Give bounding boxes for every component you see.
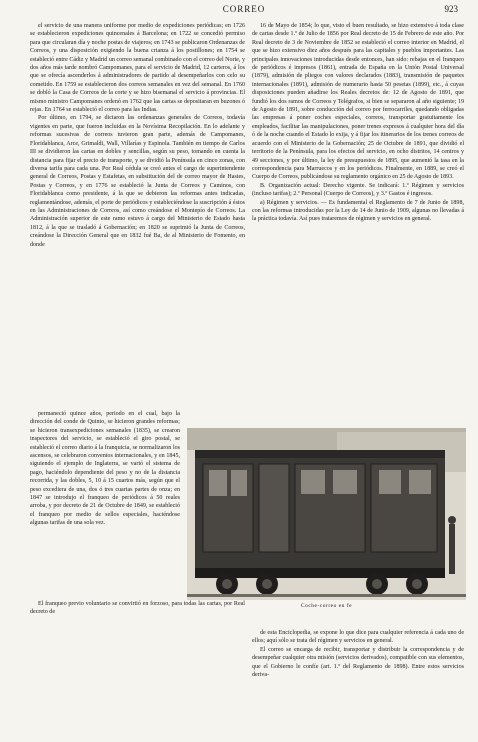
railway-mail-car-illustration <box>187 428 466 600</box>
left-column-beside-figure <box>30 410 180 600</box>
paragraph: Por último, en 1794, se dictaron las ordenanzas generales de Correos, todavía vigentes en parte, que fueron incluidas en la Novísima Recopilación. En lo adelante y reformas sucesivas de correos tuvieron gran parte, además de Campomanes, Floridablanca, Arce, Grimaldi, Wall, Villarías y Espinola. También en tiempo de Carlos III se dividieron las cartas en dobles y sencillas, según su peso, tomando en cuenta la distancia para fijar el precio de transporte, y se dividió la Península en cinco zonas, con diversa tarifa para cada una. Por Real cédula se creó antes el cargo de superintendente general de Correos, Postas y Estafetas, en substitución del de correo mayor de Hastes, Postas y Correos, y en 1776 se estableció la Junta de Correos y Caminos, con Floridablanca como presidente, á la que se debieron las reformas antes indicadas, reglamentándose, además, el porte de periódicos y estableciéndose la suscripción á éstos en las Administraciones de Correos, así como creándose el Montepío de Correos. La Administración superior de este ramo estuvo á cargo del Ministerio de Estado hasta 1812, á la que se trasladó á Gobernación; en 1820 se suprimió la Junta de Correos, creándose la Dirección General que en 1832 fué Ba, de al Ministerio de Fomento, en donde <box>30 115 245 248</box>
left-column-end <box>30 600 245 735</box>
paragraph: 16 de Mayo de 1854; lo que, visto el buen resultado, se hizo extensivo á toda clase de cartas desde 1.º de Julio de 1856 por Real decreto de 15 de Febrero de este año. Por Real decreto de 3 de Noviembre de 1852 se estableció el correo interior en Madrid, el que se hizo extensivo diez años después para las capitales y pueblos importantes. Las principales innovaciones introducidas desde entonces, han sido: rebajas en el franqueo de periódicos é impresos (1861), entrada de España en la Unión Postal Universal (1879), admisión de pliegos con valores declarados (1883), transmisión de paquetes internacionales (1891), admisión de numerario hasta 50 pesetas (1899), etc., á cuyas disposiciones pueden añadirse los Reales decretos de: 12 de Agosto de 1891, que fundió los dos ramos de Correos y Telégrafos, si bien se separaron al año siguiente; 19 de Agosto de 1891, sobre conducción del correo por ferrocarriles, quedando obligadas las empresas á poner coches especiales, correos, transportar gratuitamente los empleados, facilitar las manipulaciones, poner trenes expresos á cualquier hora del día ó de la noche cuando el Estado lo exija, y á fijar los itinerarios de los trenes correos de acuerdo con el Ministerio de la Gobernación; 25 de Octubre de 1891, que dividió el territorio de la Península, para los efectos del servicio, en ocho distritos, 14 centros y 49 secciones, y por último, la ley de presupuestos de 1895, que aumentó la tasa en la correspondencia para Marruecos y en los periódicos. Finalmente, en 1889, se creó el Cuerpo de Correos, publicándose su reglamento orgánico en 25 de Agosto de 1893. <box>252 23 464 181</box>
paragraph: a) Régimen y servicios. — Es fundamental el Reglamento de 7 de Junio de 1898, con las reformas introducidas por la Ley de 14 de Junio de 1909, algunas no llevadas á la práctica todavía. Así pues trataremos de régimen y servicios en general. <box>252 199 464 223</box>
page-number: 923 <box>444 4 458 14</box>
paragraph: el servicio de una manera uniforme por medio de expediciones periódicas; en 1726 se establecieron expediciones quincenales á Barcelona; en 1722 se concedió permiso para que circularan día y noche postas de viajeros; en 1743 se publicaron Ordenanzas de Correos, y una disposición exigiendo la buena crianza á los postillones; en 1754 se estableció entre Cádiz y Madrid un correo semanal combinado con el correo del Norte, y dos años más tarde nombró Campomanes, para el servicio de Madrid, 12 carteros, á los que se ofrecía ascenderlos á administradores de partido al desempeñarlos con celo su cometido. En 1759 se establecieron dos correos semanales en vez del semanal. En 1760 se dobló la Casa de Correos de la corte y se hizo bisemanal el servicio á provincias. El mismo ministro Campomanes ordenó en 1762 que las cartas se depositaran en buzones ó rejas. En 1764 se estableció el correo para las Indias. <box>30 23 245 114</box>
mail-coach-photo <box>187 428 466 600</box>
right-column <box>252 22 464 417</box>
paragraph: permaneció quince años, periodo en el cual, bajo la dirección del conde de Quinto, se hicieron grandes reformas; se hicieron transexpediciones semanales (1835), se crearon inspectores del servicio, se estableció el giro postal, se estableció el correo diario á la franquicia, se normalizaron los ascensos, se celebraron convenios internacionales, y en 1845, siguiendo el ejemplo de Inglaterra, se varió el sistema de pago, haciéndolo dependiente del peso y no de la distancia recorrida, y las dobles, 5, 10 á 15 cuartos más, según que el peso excediera de una, dos ó tres cuartas partes de onza; en 1847 se introdujo el franqueo de periódicos á 50 reales arroba, y por decreto de 21 de Octubre de 1849, se estableció el franqueo por medio de sellos especiales, haciéndose algunas tarifas de una sola vez. <box>30 411 180 527</box>
section-heading-paragraph: B. Organización actual: Derecho vigente. Se indicará: 1.º Régimen y servicios (incluso tarifas); 2.º Personal (Cuerpo de Correos), y 3.º Gastos é ingresos. <box>252 182 464 198</box>
left-column <box>30 22 245 410</box>
page-header <box>30 4 458 16</box>
figure-caption: Coche-correo en fe <box>300 603 353 609</box>
running-title: CORREO <box>222 4 266 14</box>
paragraph: de esta Enciclopedia, se expone lo que dice para cualquier referencia á cada uno de ellos; aquí sólo se trata del régimen y servicios en general. <box>252 630 464 645</box>
paragraph: El franqueo previo voluntario se convirtió en forzoso, para todas las cartas, por Real decreto de <box>30 601 245 616</box>
right-column-bottom <box>252 629 464 734</box>
paragraph: El correo se encarga de recibir, transportar y distribuir la correspondencia y de desempeñar cualquier otra misión (servicios derivados), compatible con sus elementos, que el Gobierno le confíe (art. 1.º del Reglamento de 1898). Entre estos servicios deriva- <box>252 646 464 679</box>
